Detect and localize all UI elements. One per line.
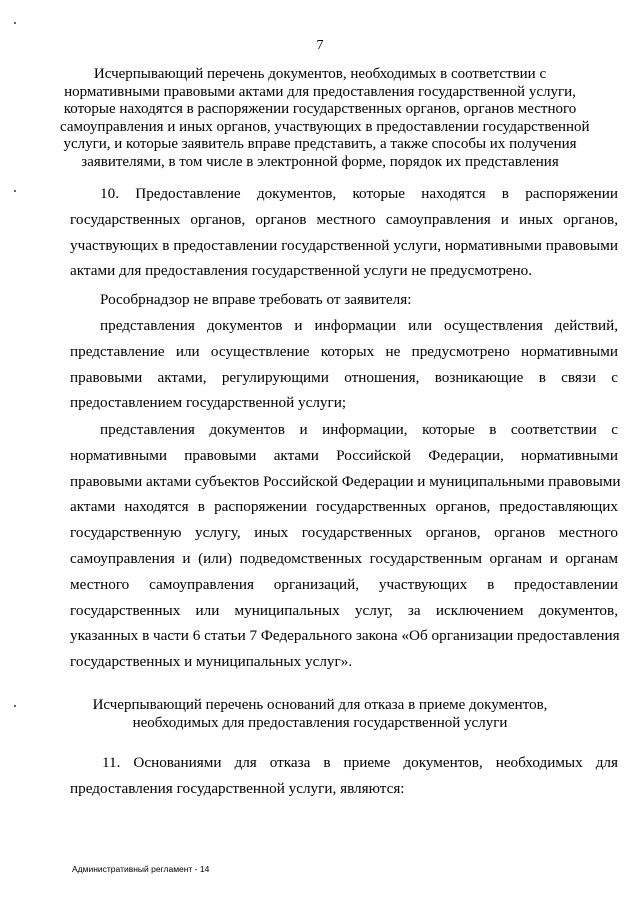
section-heading-documents xyxy=(60,66,590,172)
scan-mark xyxy=(14,705,16,707)
section-heading-refusal-grounds xyxy=(60,697,580,732)
paragraph-line: актами для предоставления государственной услуги не предусмотрено. xyxy=(70,262,533,280)
paragraph-line: 11. Основаниями для отказа в приеме документов, необходимых для xyxy=(102,754,618,771)
scan-mark xyxy=(14,190,16,192)
paragraph-line: самоуправления и (или) подведомственных государственным органам и органам xyxy=(70,549,618,567)
paragraph-line: государственную услугу, иных государственных органов, органов местного xyxy=(70,524,618,542)
heading-line: которые находятся в распоряжении государственных органов, органов местного xyxy=(63,101,577,118)
scan-mark xyxy=(14,22,16,24)
paragraph-requirement-b xyxy=(70,417,621,675)
paragraph-11 xyxy=(70,750,618,802)
heading-line: Исчерпывающий перечень оснований для отказа в приеме документов, xyxy=(92,697,548,713)
paragraph-line: государственных и муниципальных услуг». xyxy=(70,653,353,671)
page-number: 7 xyxy=(316,38,324,53)
heading-line: необходимых для предоставления государственной услуги xyxy=(132,714,508,731)
paragraph-line: представление или осуществление которых не предусмотрено нормативными xyxy=(70,342,618,360)
paragraph-line: местного самоуправления организаций, участвующих в предоставлении xyxy=(70,575,618,593)
paragraph-line: указанных в части 6 статьи 7 Федерального закона «Об организации предоставления xyxy=(70,627,620,645)
heading-line: заявителями, в том числе в электронной форме, порядок их представления xyxy=(81,153,559,170)
paragraph-rosobrnadzor xyxy=(70,287,618,313)
paragraph-line: актами находятся в распоряжении государственных органов, предоставляющих xyxy=(70,498,618,516)
heading-line: услуги, и которые заявитель вправе представить, а также способы их получения xyxy=(63,136,577,153)
paragraph-line: предоставлением государственной услуги; xyxy=(70,394,347,412)
heading-line: Исчерпывающий перечень документов, необходимых в соответствии с xyxy=(93,66,547,82)
paragraph-line: правовыми актами субъектов Российской Федерации и муниципальными правовыми xyxy=(70,472,621,490)
heading-line: нормативными правовыми актами для предоставления государственной услуги, xyxy=(64,83,576,100)
page-footer: Административный регламент - 14 xyxy=(72,864,210,874)
paragraph-line: нормативными правовыми актами Российской Федерации, нормативными xyxy=(70,446,618,464)
paragraph-10 xyxy=(70,181,618,284)
paragraph-line: государственных или муниципальных услуг, за исключением документов, xyxy=(70,601,618,619)
paragraph-requirement-a xyxy=(70,313,618,416)
paragraph-line: участвующих в предоставлении государственной услуги, нормативными правовыми xyxy=(70,236,618,254)
paragraph-line: представления документов и информации или осуществления действий, xyxy=(100,317,618,334)
paragraph-line: правовыми актами, регулирующими отношения, возникающие в связи с xyxy=(70,368,618,386)
heading-line: самоуправления и иных органов, участвующих в предоставлении государственной xyxy=(60,118,590,135)
paragraph-line: государственных органов, органов местного самоуправления и иных органов, xyxy=(70,210,618,228)
paragraph-line: предоставления государственной услуги, являются: xyxy=(70,779,405,797)
paragraph-line: Рособрнадзор не вправе требовать от заявителя: xyxy=(100,291,412,308)
paragraph-line: представления документов и информации, которые в соответствии с xyxy=(100,421,618,438)
paragraph-line: 10. Предоставление документов, которые находятся в распоряжении xyxy=(100,185,618,202)
